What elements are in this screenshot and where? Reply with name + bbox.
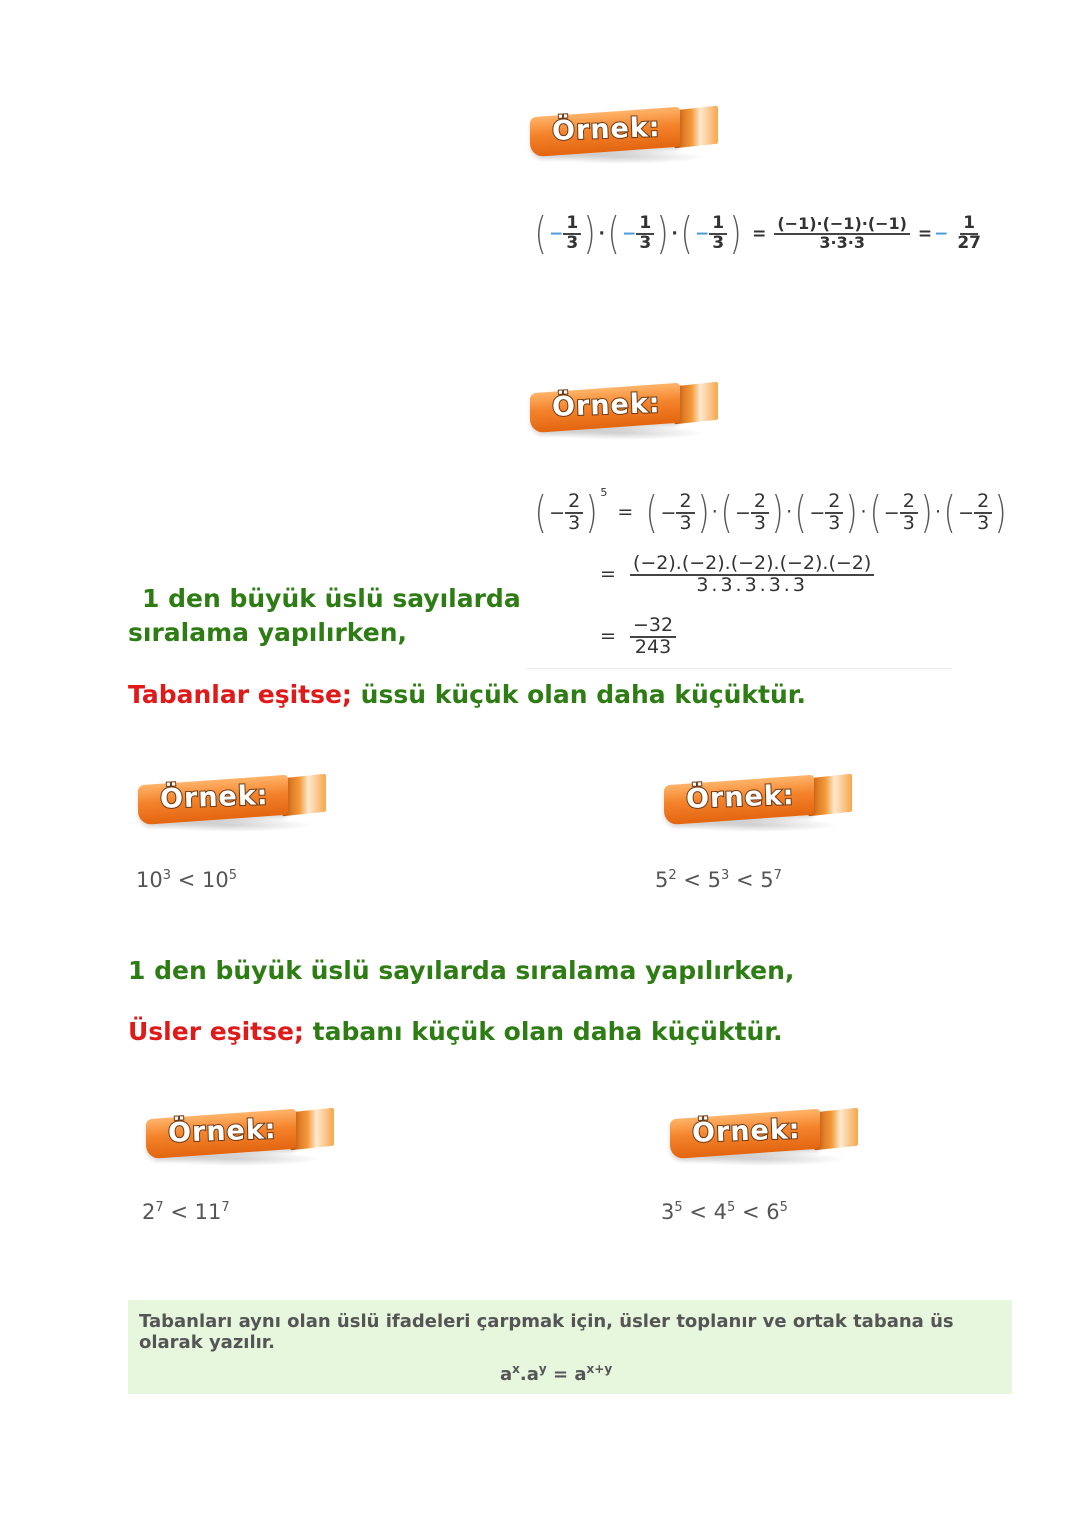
divider [526, 668, 952, 669]
example-1-expression: ( − $\frac{1}{3}$ ) · ( − $\frac{1}{3}$ ) · ( − $\frac{1}{3}$ ) = $\frac{(-1)\cdot(-1)\cdot(-1)}{3\cdot 3\cdot 3}$ = − $\frac{1}{27}$ [532, 212, 984, 256]
rule-2-intro: 1 den büyük üslü sayılarda sıralama yapılırken, [128, 956, 795, 985]
example-2-exponent: 5 [600, 486, 608, 499]
rule-1-intro-line-1: 1 den büyük üslü sayılarda [142, 584, 521, 613]
rule-2-condition: Üsler eşitse; [128, 1017, 304, 1046]
example-2-step-numerator: (−2).(−2).(−2).(−2).(−2) [630, 554, 874, 576]
rule-1-example-right: $5^2 < 5^3 < 5^7$ [655, 868, 782, 892]
example-2-step-denominator: 3.3.3.3.3 [696, 573, 808, 596]
rule-2-example-right: $3^5 < 4^5 < 6^5$ [661, 1200, 788, 1224]
product-rule-text: Tabanları aynı olan üslü ifadeleri çarpmak için, üsler toplanır ve ortak tabana üs olarak yazılır. [139, 1311, 954, 1353]
example-2-expression: ( − $\frac{2}{3}$ ) $^5$ = ( − $\frac{2}{3}$ ) · ( − $\frac{2}{3}$ ) · ( − $\frac{2}{3}$ ) · ( − $\frac{2}{3}$ ) · ( − $\frac{2}{3}$ ) [534, 486, 1007, 538]
example-1-result-denominator: 27 [957, 233, 982, 253]
ornek-badge-label: Örnek: [159, 780, 270, 815]
ornek-badge-label: Örnek: [551, 388, 662, 423]
product-rule-formula: $a^x.a^y = a^{x+y}$ [500, 1362, 613, 1385]
ornek-badge-label: Örnek: [167, 1114, 278, 1149]
rule-1-conclusion: üssü küçük olan daha küçüktür. [360, 680, 807, 709]
rule-2-conclusion: tabanı küçük olan daha küçüktür. [312, 1017, 783, 1046]
rule-1-condition: Tabanlar eşitse; [128, 680, 352, 709]
example-2-step: = $\frac{(-2).(-2).(-2).(-2).(-2)}{3.3.3.3.3}$ [600, 554, 874, 596]
rule-1-statement [128, 680, 806, 709]
example-2-result-denominator: 243 [634, 635, 672, 658]
example-2-result: = $\frac{-32}{243}$ [600, 616, 676, 658]
rule-1-intro-line-2: sıralama yapılırken, [128, 618, 408, 647]
ornek-badge [664, 772, 854, 836]
ornek-badge-label: Örnek: [685, 780, 796, 815]
ornek-badge [670, 1106, 860, 1170]
example-1-mid-denominator: 3·3·3 [819, 233, 865, 252]
example-2-result-numerator: −32 [630, 616, 676, 638]
rule-2-example-left: $2^7 < 11^7$ [142, 1200, 230, 1224]
rule-1-example-left: $10^3 < 10^5$ [136, 868, 238, 892]
example-1-result-numerator: 1 [960, 215, 978, 235]
example-1-mid-numerator: (−1)·(−1)·(−1) [774, 216, 910, 235]
ornek-badge-label: Örnek: [691, 1114, 802, 1149]
ornek-badge [138, 772, 328, 836]
ornek-badge [530, 104, 720, 168]
ornek-badge [146, 1106, 336, 1170]
ornek-badge [530, 380, 720, 444]
ornek-badge-label: Örnek: [551, 112, 662, 147]
rule-2-statement [128, 1017, 783, 1046]
